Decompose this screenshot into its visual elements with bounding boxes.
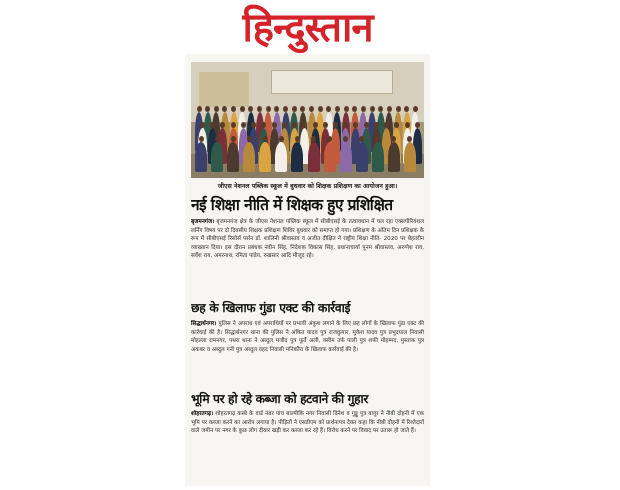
- photo-person: [195, 142, 207, 172]
- photo-person-head: [361, 106, 366, 112]
- photo-person-head: [364, 122, 369, 128]
- photo-wall-art: [199, 72, 249, 107]
- photo-person-head: [215, 136, 220, 142]
- dateline: बृजमनगंज।: [191, 219, 215, 225]
- photo-person-head: [295, 136, 300, 142]
- photo-person-head: [231, 136, 236, 142]
- photo-person: [388, 142, 400, 172]
- masthead-title: हिन्दुस्तान: [242, 4, 373, 51]
- photo-person-head: [387, 106, 392, 112]
- photo-person-head: [309, 106, 314, 112]
- photo-person-head: [266, 106, 271, 112]
- photo-person: [211, 142, 223, 172]
- photo-person: [372, 142, 384, 172]
- photo-person-head: [272, 122, 277, 128]
- photo-person-head: [370, 106, 375, 112]
- photo-person: [324, 142, 336, 172]
- photo-person-head: [405, 122, 410, 128]
- photo-person-head: [292, 106, 297, 112]
- photo-person-head: [333, 122, 338, 128]
- photo-person-head: [413, 106, 418, 112]
- photo-person-head: [197, 106, 202, 112]
- photo-person-head: [282, 122, 287, 128]
- photo-person: [340, 142, 352, 172]
- photo-person: [227, 142, 239, 172]
- photo-person: [308, 142, 320, 172]
- headline-gunda-act: छह के खिलाफ गुंडा एक्ट की कार्रवाई: [191, 301, 351, 315]
- photo-person-head: [214, 106, 219, 112]
- article-text: बृजमनगंज क्षेत्र के जीएस नेशनल पब्लिक स्कूल में सीबीएसई के तत्वावधान में चल रहा एक्सपीरियंशल लर्निंग विषय पर दो दिवसीय शिक्षक प्रशिक्षण शिविर बुधवार को समाप्त हो गया। प्रशिक्षण के अंतिम दिन प्रशिक्षक के रूप में सीबीएसई रिसोर्स पर्सन डॉ. शालिनी श्रीवास्तव व अजीत दीक्षित ने राष्ट्रीय शिक्षा नीति- 2020 पर बेहतरीन व्याख्यान दिया। इस दौरान प्रबंधक नवीन सिंह, निदेशक विकास सिंह, प्रधानाचार्या पूनम श्रीवास्तव, अरुणेश राय, सर्वेश राय, अमरनाथ, रमिता पांडेय, रुखसार आदि मौजूद रहे।: [191, 219, 424, 260]
- dateline: सिद्धार्थनगर।: [191, 321, 217, 327]
- masthead: [185, 4, 430, 54]
- photo-person: [243, 142, 255, 172]
- photo-person-head: [200, 122, 205, 128]
- photo-person-head: [313, 122, 318, 128]
- photo-person-head: [240, 106, 245, 112]
- photo-person-head: [199, 136, 204, 142]
- article-body-land-encroachment: [191, 410, 424, 466]
- photo-person-head: [231, 122, 236, 128]
- article-text: पुलिस ने अपराध एवं अपराधियों पर प्रभावी अंकुश लगाने के लिए छह लोगों के खिलाफ गुंडा एक्ट की कार्रवाई की है। सिद्धार्थनगर थाना की पुलिस ने अंकित यादव पुत्र राजकुमार, मुकेश यादव पुत्र प्रभुदयाल निवासी मोहल्ला रामनगर, पथरा थाना ने अब्दुल मजीद पुत्र फूर्ते अली, वसीम उर्फ पाली पुत्र शफी मोहम्मद, मुस्ताक पुत्र अकबर व अब्दुल गनी पुत्र अब्दुल वहद निवासी मनिकौरा के खिलाफ कार्रवाई की है।: [191, 321, 424, 353]
- photo-person: [275, 142, 287, 172]
- photo-person: [356, 142, 368, 172]
- photo-person-head: [396, 106, 401, 112]
- photo-person-head: [241, 122, 246, 128]
- photo-person-head: [247, 136, 252, 142]
- photo-person: [291, 142, 303, 172]
- photo-caption: जीएस नेशनल पब्लिक स्कूल में बुधवार को शिक्षक प्रशिक्षण का आयोजन हुआ।: [217, 183, 398, 190]
- headline-land-encroachment: भूमि पर हो रहे कब्जा को हटवाने की गुहार: [191, 392, 368, 406]
- photo-person-head: [279, 136, 284, 142]
- dateline: शोहरतगढ़।: [191, 411, 214, 417]
- article-body-teacher-training: [191, 218, 424, 298]
- article-text: शोहरतगढ़ कस्बे के वार्ड नंबर पांच बाल्मीकि नगर निवासी दिनेश व गुड्डू पुत्र बागुर ने नीबी दोहनी में एक भूमि पर कब्जा करने का आरोप लगाया है। पीड़ितों ने एसडीएम को प्रार्थनापत्र देकर कहा कि नीबी दोहनी में रिश्तेदारों वाले जमीन पर नगर के कुछ लोग दीवार खड़ी कर कब्जा कर रहे हैं। विरोध करने पर विवाद पर उतारू हो जाते हैं।: [191, 411, 424, 435]
- photo-person-head: [263, 136, 268, 142]
- photo-person-head: [323, 122, 328, 128]
- photo-person-head: [292, 122, 297, 128]
- newspaper-clipping: [185, 4, 430, 486]
- photo-person: [259, 142, 271, 172]
- photo-person-head: [311, 136, 316, 142]
- group-photo: [191, 62, 424, 178]
- photo-person-head: [374, 122, 379, 128]
- headline-teacher-training: नई शिक्षा नीति में शिक्षक हुए प्रशिक्षित: [191, 196, 393, 214]
- photo-person-head: [344, 106, 349, 112]
- photo-person-head: [283, 106, 288, 112]
- photo-banner: [271, 70, 393, 94]
- photo-person: [404, 142, 416, 172]
- photo-person-head: [335, 106, 340, 112]
- article-body-gunda-act: [191, 320, 424, 388]
- photo-person-head: [318, 106, 323, 112]
- photo-person-head: [415, 122, 420, 128]
